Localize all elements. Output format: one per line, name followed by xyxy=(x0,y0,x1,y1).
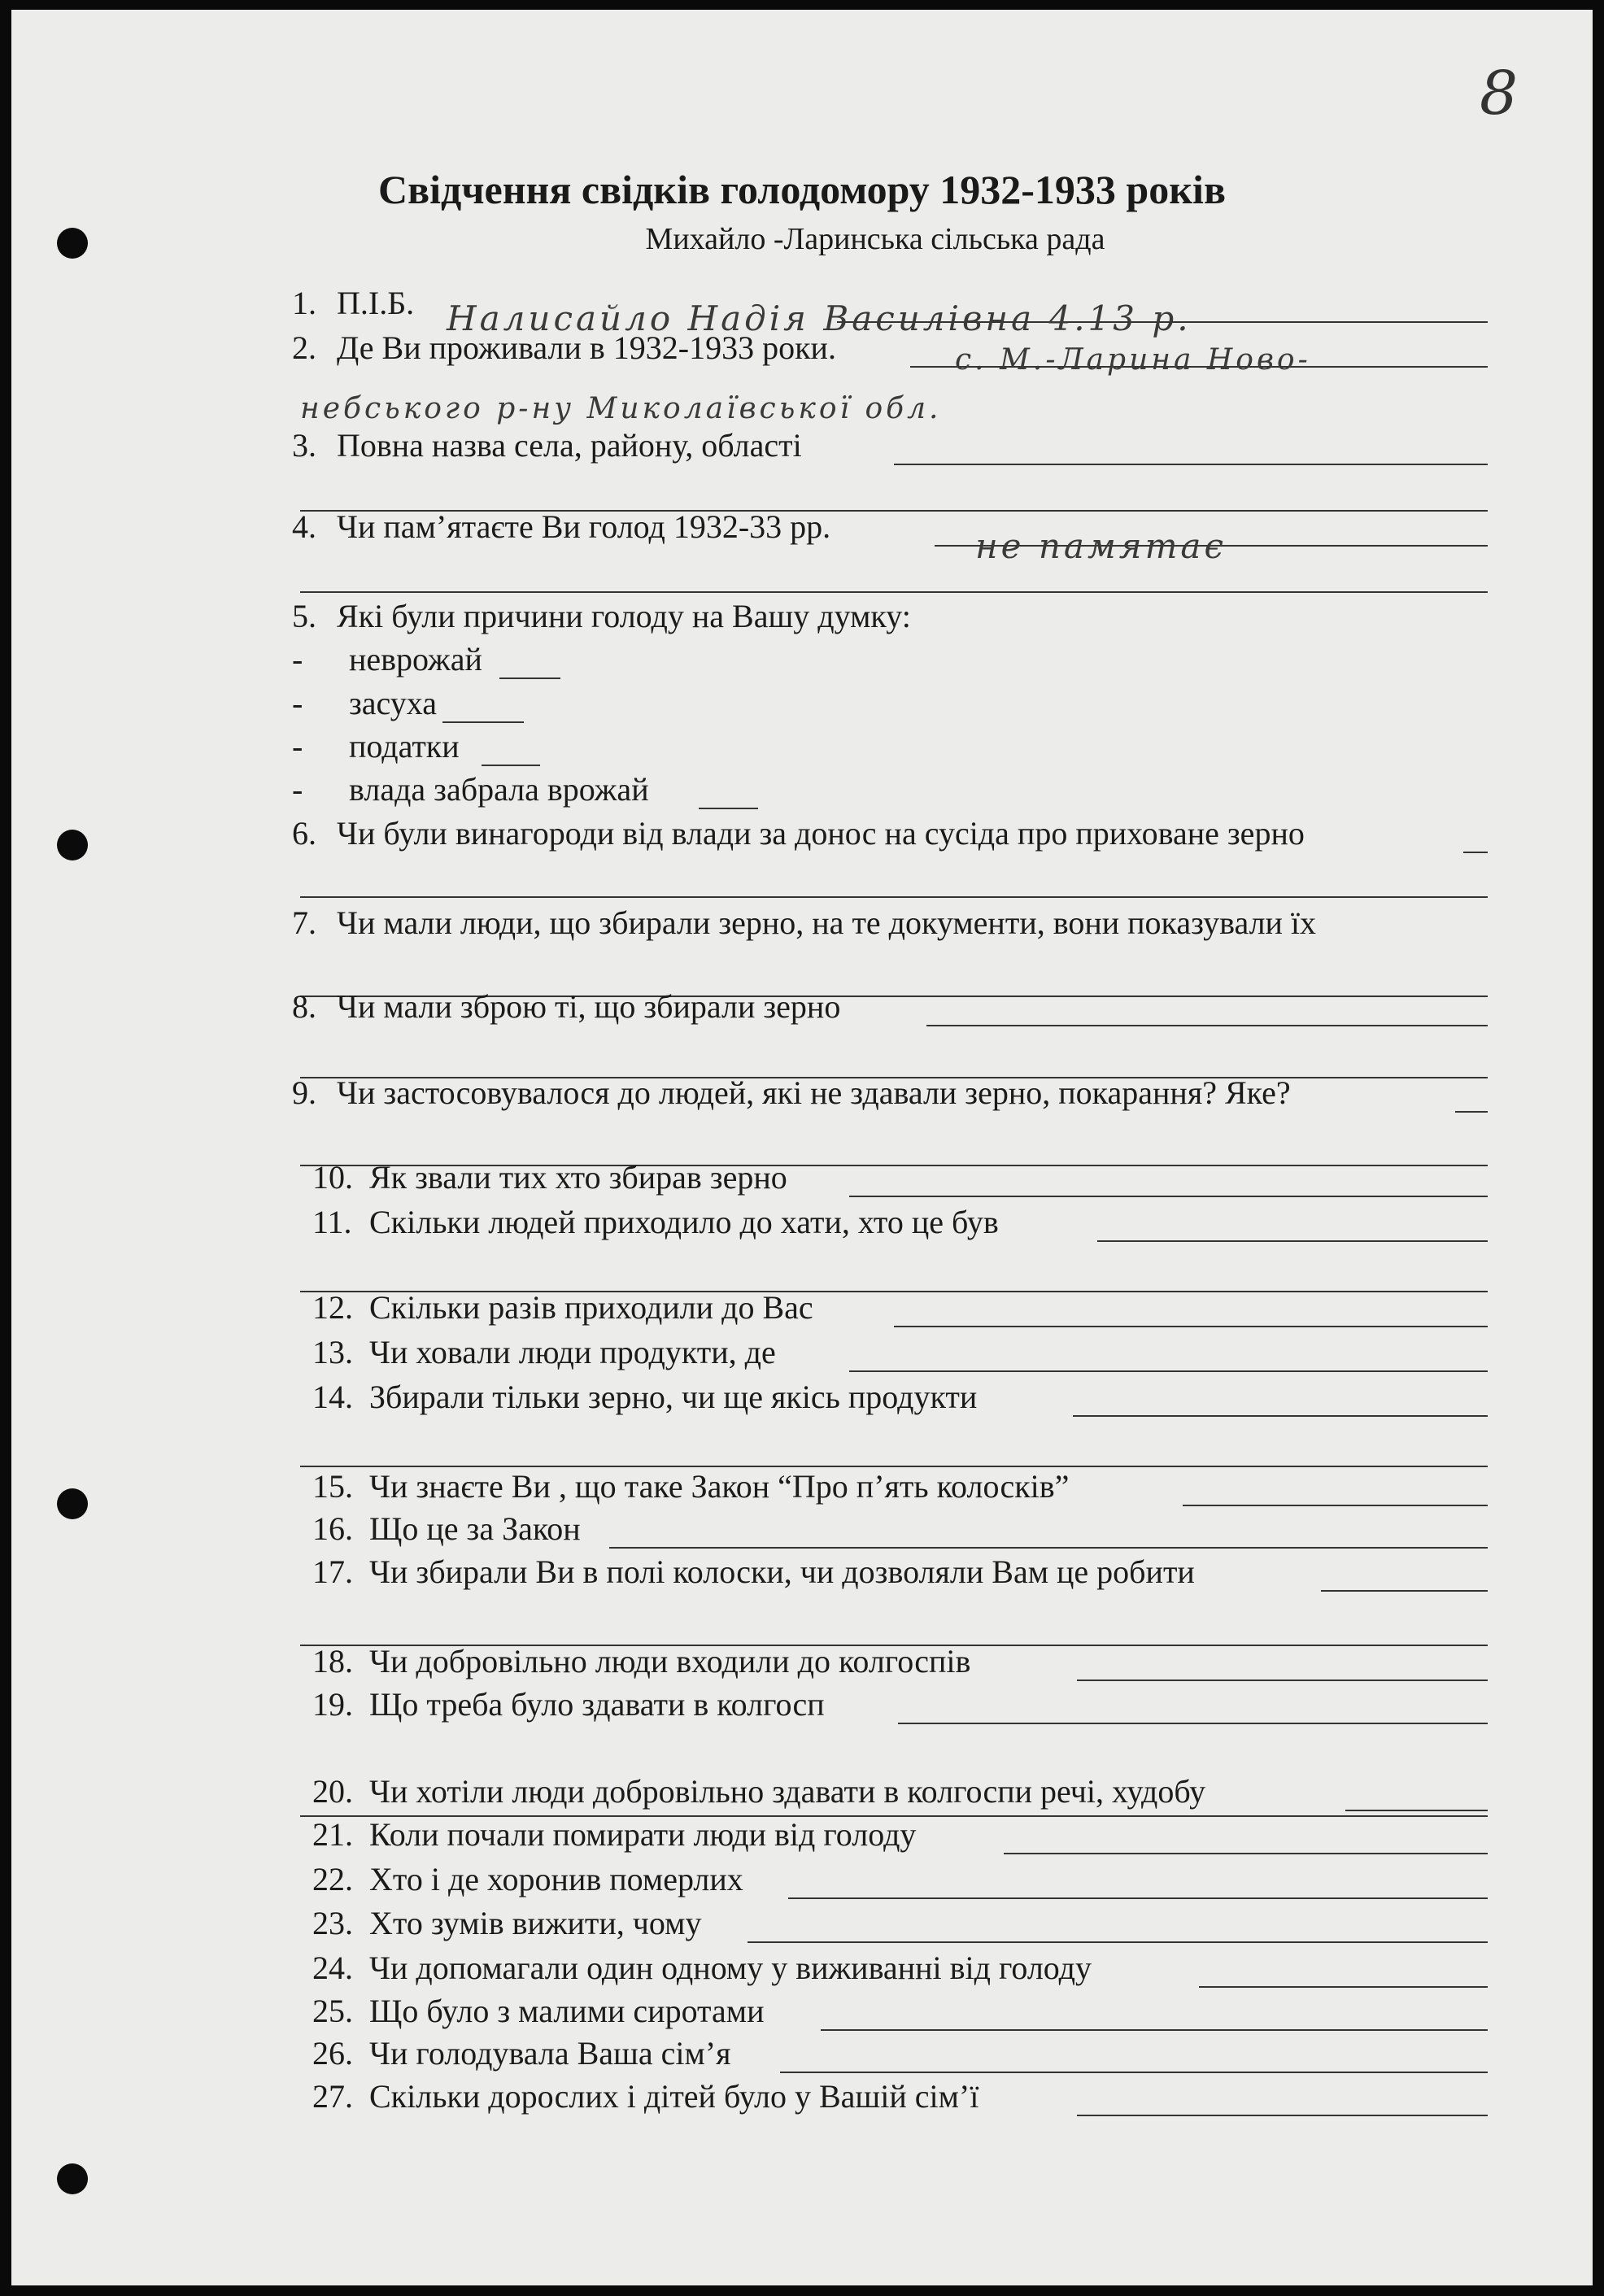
question-5 xyxy=(292,597,911,635)
question-number: 18. xyxy=(312,1643,353,1680)
question-text: Де Ви проживали в 1932-1933 роки. xyxy=(337,329,836,366)
question-number: 5. xyxy=(292,598,316,634)
question-number: 20. xyxy=(312,1773,353,1810)
question-number: - xyxy=(292,641,303,677)
question-text: Хто зумів вижити, чому xyxy=(369,1905,702,1941)
question-text: Скільки разів приходили до Вас xyxy=(369,1289,813,1326)
answer-line[interactable] xyxy=(1199,1986,1488,1988)
question-number: - xyxy=(292,771,303,808)
page-number: 8 xyxy=(1480,59,1519,129)
answer-line[interactable] xyxy=(442,721,524,723)
punch-hole xyxy=(57,2163,88,2194)
question-text: Чи мали люди, що збирали зерно, на те документи, вони показували їх xyxy=(337,904,1317,941)
question-number: 23. xyxy=(312,1905,353,1941)
question-number: 19. xyxy=(312,1686,353,1723)
question-text: Чи голодувала Ваша сім’я xyxy=(369,2035,731,2072)
handwritten-answer-place: с. М.-Ларина Ново- xyxy=(955,343,1311,377)
question-text: засуха xyxy=(349,685,438,721)
answer-line-continued[interactable] xyxy=(300,591,1488,593)
question-text: Чи ховали люди продукти, де xyxy=(369,1334,776,1370)
handwritten-answer-place-continued: небського р-ну Миколаївської обл. xyxy=(300,392,942,425)
question-number: 17. xyxy=(312,1553,353,1590)
answer-line[interactable] xyxy=(849,1370,1488,1372)
question-text: Повна назва села, району, області xyxy=(337,427,802,464)
question-number: 13. xyxy=(312,1334,353,1370)
answer-line[interactable] xyxy=(609,1547,1488,1549)
answer-line[interactable] xyxy=(894,464,1488,465)
question-3 xyxy=(292,426,802,464)
answer-line[interactable] xyxy=(849,1196,1488,1197)
question-number: - xyxy=(292,728,303,765)
answer-line[interactable] xyxy=(1463,852,1488,853)
punch-hole xyxy=(57,830,88,860)
question-30 xyxy=(312,2034,731,2072)
question-14 xyxy=(312,1158,787,1196)
question-7 xyxy=(292,684,437,722)
question-number: 11. xyxy=(312,1204,352,1240)
question-text: Які були причини голоду на Вашу думку: xyxy=(337,598,911,634)
question-number: 6. xyxy=(292,815,316,852)
answer-line[interactable] xyxy=(780,2072,1488,2073)
question-text: Чи знаєте Ви , що таке Закон “Про п’ять колосків” xyxy=(369,1468,1070,1505)
answer-line[interactable] xyxy=(1097,1240,1488,1242)
question-text: Чи мали зброю ті, що збирали зерно xyxy=(337,988,841,1025)
answer-line[interactable] xyxy=(1077,2115,1488,2116)
question-17 xyxy=(312,1333,776,1371)
question-23 xyxy=(312,1685,825,1723)
handwritten-answer-name: Налисайло Надія Василівна 4.13 р. xyxy=(447,298,1192,338)
question-number: 2. xyxy=(292,329,316,366)
question-text: влада забрала врожай xyxy=(349,771,649,808)
question-text: Скільки людей приходило до хати, хто це був xyxy=(369,1204,999,1240)
question-text: Чи добровільно люди входили до колгоспів xyxy=(369,1643,971,1680)
question-number: 15. xyxy=(312,1468,353,1505)
question-16 xyxy=(312,1288,813,1327)
answer-line[interactable] xyxy=(748,1941,1488,1943)
question-text: Чи застосовувалося до людей, які не здавали зерно, покарання? Яке? xyxy=(337,1074,1291,1111)
question-text: Скільки дорослих і дітей було у Вашій сім’ї xyxy=(369,2078,979,2115)
punch-hole xyxy=(57,1488,88,1519)
question-number: 14. xyxy=(312,1379,353,1415)
form-title: Свідчення свідків голодомору 1932-1933 років xyxy=(378,167,1226,212)
question-13 xyxy=(292,1074,1291,1112)
question-text: П.І.Б. xyxy=(337,285,415,321)
question-27 xyxy=(312,1904,701,1942)
form-page xyxy=(11,10,1593,2285)
question-text: Як звали тих хто збирав зерно xyxy=(369,1159,787,1196)
handwritten-answer-remember: не памятає xyxy=(975,526,1227,566)
answer-line[interactable] xyxy=(1321,1590,1488,1592)
question-text: Чи збирали Ви в полі колоски, чи дозволяли Вам це робити xyxy=(369,1553,1195,1590)
form-subtitle: Михайло -Ларинська сільська рада xyxy=(645,222,1105,256)
question-number: 4. xyxy=(292,508,316,545)
answer-line[interactable] xyxy=(1183,1505,1488,1506)
question-text: Що треба було здавати в колгосп xyxy=(369,1686,825,1723)
question-29 xyxy=(312,1992,765,2030)
question-11 xyxy=(292,904,1316,942)
question-number: 25. xyxy=(312,1993,353,2029)
answer-line[interactable] xyxy=(788,1897,1488,1899)
question-10 xyxy=(292,814,1305,852)
answer-line[interactable] xyxy=(1455,1111,1488,1113)
answer-line[interactable] xyxy=(482,765,540,766)
question-15 xyxy=(312,1203,999,1241)
question-31 xyxy=(312,2077,979,2115)
question-text: неврожай xyxy=(349,641,482,677)
question-number: 9. xyxy=(292,1074,316,1111)
question-number: 27. xyxy=(312,2078,353,2115)
answer-line-continued[interactable] xyxy=(300,896,1488,898)
question-text: Чи допомагали один одному у виживанні від голоду xyxy=(369,1950,1092,1986)
question-18 xyxy=(312,1378,977,1416)
question-12 xyxy=(292,987,840,1026)
answer-line[interactable] xyxy=(1004,1853,1488,1854)
answer-line[interactable] xyxy=(499,677,560,679)
answer-line[interactable] xyxy=(699,808,758,809)
question-text: Що це за Закон xyxy=(369,1510,581,1547)
question-24 xyxy=(312,1772,1205,1810)
question-25 xyxy=(312,1815,916,1854)
question-9 xyxy=(292,770,649,808)
question-number: 26. xyxy=(312,2035,353,2072)
answer-line[interactable] xyxy=(1345,1810,1488,1811)
question-22 xyxy=(312,1642,970,1680)
question-text: податки xyxy=(349,728,460,765)
question-28 xyxy=(312,1949,1092,1987)
question-1 xyxy=(292,284,414,322)
answer-line[interactable] xyxy=(898,1723,1488,1724)
question-number: 1. xyxy=(292,285,316,321)
question-text: Збирали тільки зерно, чи ще якісь продукти xyxy=(369,1379,978,1415)
answer-line[interactable] xyxy=(926,1025,1488,1026)
question-text: Чи хотіли люди добровільно здавати в колгоспи речі, худобу xyxy=(369,1773,1206,1810)
question-number: - xyxy=(292,685,303,721)
question-6 xyxy=(292,640,482,678)
question-number: 3. xyxy=(292,427,316,464)
answer-line[interactable] xyxy=(894,1326,1488,1327)
question-text: Чи пам’ятаєте Ви голод 1932-33 рр. xyxy=(337,508,831,545)
question-20 xyxy=(312,1510,581,1548)
question-number: 12. xyxy=(312,1289,353,1326)
question-text: Чи були винагороди від влади за донос на сусіда про приховане зерно xyxy=(337,815,1305,852)
question-text: Коли почали помирати люди від голоду xyxy=(369,1816,917,1853)
question-4 xyxy=(292,508,830,546)
question-number: 24. xyxy=(312,1950,353,1986)
question-21 xyxy=(312,1553,1195,1591)
question-number: 22. xyxy=(312,1861,353,1897)
question-number: 21. xyxy=(312,1816,353,1853)
answer-line[interactable] xyxy=(1077,1680,1488,1681)
question-number: 10. xyxy=(312,1159,353,1196)
question-19 xyxy=(312,1467,1069,1505)
question-number: 7. xyxy=(292,904,316,941)
answer-line[interactable] xyxy=(821,2029,1488,2031)
question-number: 8. xyxy=(292,988,316,1025)
question-text: Що було з малими сиротами xyxy=(369,1993,765,2029)
question-number: 16. xyxy=(312,1510,353,1547)
question-text: Хто і де хоронив померлих xyxy=(369,1861,743,1897)
question-8 xyxy=(292,727,460,765)
answer-line[interactable] xyxy=(1073,1415,1488,1417)
question-26 xyxy=(312,1860,743,1898)
